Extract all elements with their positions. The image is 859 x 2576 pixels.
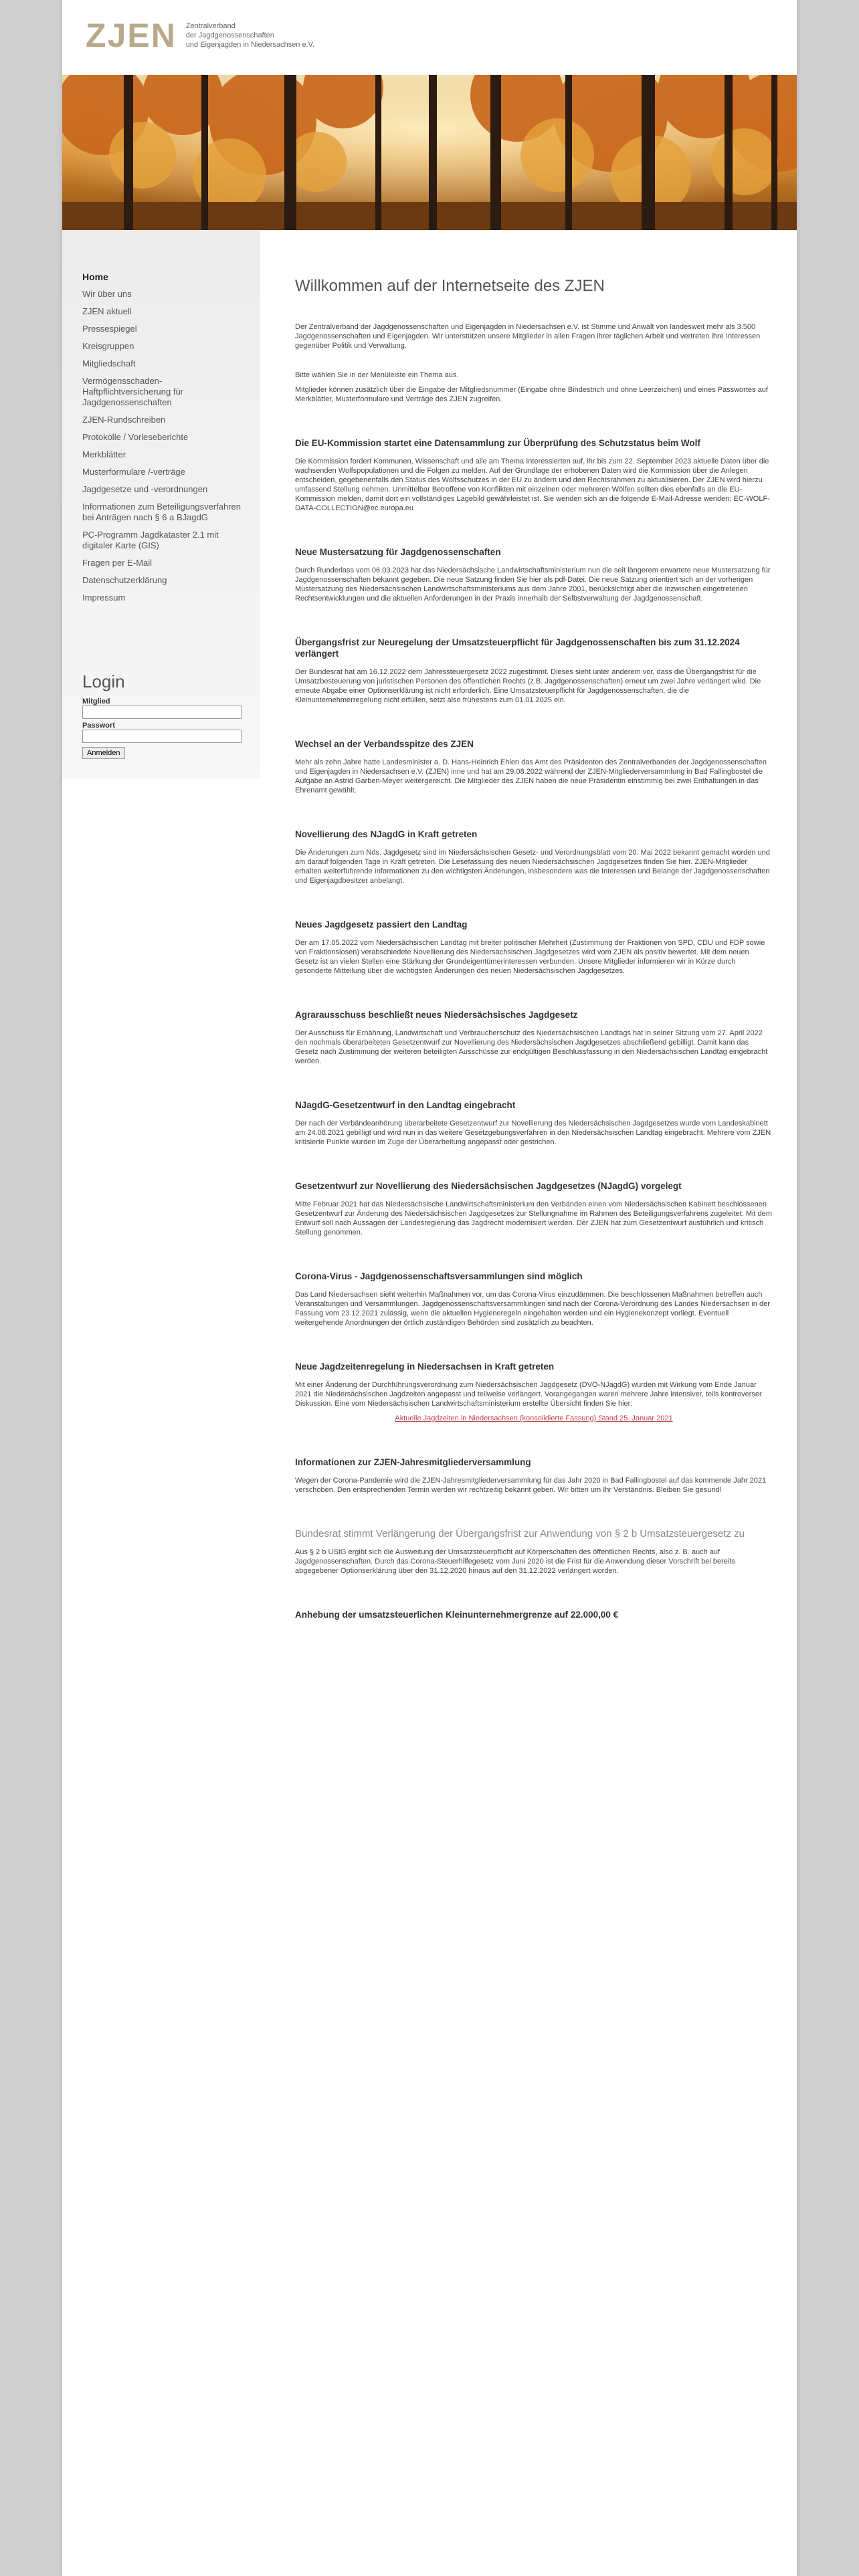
section-title: Bundesrat stimmt Verlängerung der Übergangsfrist zur Anwendung von § 2 b Umsatzsteuergesetz zu xyxy=(295,1528,745,1539)
section-title: Neue Mustersatzung für Jagdgenossenschaften xyxy=(295,547,501,557)
section-body: Mit einer Änderung der Durchführungsverordnung zum Niedersächsischen Jagdgesetz (DVO-NJagdG) wurden mit Wirkung vom Ende Januar 2021 die Niedersächsischen Jagdzeiten angepasst und teilweise verlängert. Vorangegangen waren mehrere Jahre intensiver, teils kontroverser Diskussion. Eine vom Niedersächsischen Landwirtschaftsministerium erstellte Übersicht finden Sie hier: xyxy=(295,1381,762,1408)
section-body: Der Bundesrat hat am 16.12.2022 dem Jahressteuergesetz 2022 zugestimmt. Dieses sieht unter anderem vor, dass die Übergangsfrist für die Umsatzbesteuerung von juristischen Personen des öffentlichen Rechts (z.B. Jagdgenossenschaften) erneut um zwei Jahre verlängert wird. Die erneute Abgabe einer Optionserklärung ist nicht erforderlich. Eine Umsatzsteuerpflicht für Jagdgenossenschaften, die die Kleinunternehmerregelung nicht erfüllen, setzt also frühestens zum 01.01.2025 ein. xyxy=(295,668,761,704)
hint-text-1: Bitte wählen Sie in der Menüleiste ein Thema aus. xyxy=(295,371,459,379)
section-title: Novellierung des NJagdG in Kraft getreten xyxy=(295,829,478,839)
nav-templates[interactable]: Musterformulare /-verträge xyxy=(82,467,185,477)
main-nav xyxy=(62,230,260,607)
member-label: Mitglied xyxy=(82,697,110,706)
page-title: Willkommen auf der Internetseite des ZJEN xyxy=(295,277,605,295)
section-body: Durch Runderlass vom 06.03.2023 hat das Niedersächsische Landwirtschaftsministerium nun die seit längerem erwartete neue Mustersatzung für Jagdgenossenschaften bekannt gegeben. Die neue Satzung finden Sie hier als pdf-Datei. Die neue Satzung orientiert sich an der vorherigen Mustersatzung des Niedersächsischen Landwirtschaftsministeriums aus dem Jahre 2001, berücksichtigt aber die inzwischen eingetretenen Rechtsentwicklungen und die aktuellen Anforderungen in der Praxis innerhalb der Selbstverwaltung der Jagdgenossenschaft. xyxy=(295,566,771,603)
main-content xyxy=(295,263,773,1628)
nav-leaflets[interactable]: Merkblätter xyxy=(82,449,126,459)
section-body: Mitte Februar 2021 hat das Niedersächsische Landwirtschaftsministerium den Verbänden einen vom Niedersächsischen Kabinett beschlossenen Gesetzentwurf zur Änderung des Niedersächsischen Jagdgesetzes zur Stellungnahme im Rahmen des Beteiligungsverfahrens zugeleitet. Mit dem Entwurf soll nach Aussagen der Landesregierung das Jagdrecht modernisiert werden. Der ZJEN hat zum Gesetzentwurf ausführlich und kritisch Stellung genommen. xyxy=(295,1200,772,1237)
section-body: Mehr als zehn Jahre hatte Landesminister a. D. Hans-Heinrich Ehlen das Amt des Präsidenten des Zentralverbandes der Jagdgenossenschaften und Eigenjagden in Niedersachsen e.V. (ZJEN) inne und hat am 29.08.2022 während der ZJEN-Mitgliederversammlung in Bad Fallingbostel die Aufgabe an Astrid Garben-Meyer weitergereicht. Die Mitglieder des ZJEN haben die neue Präsidentin einstimmig bei zwei Enthaltungen in das Ehrenamt gewählt. xyxy=(295,758,767,794)
member-input[interactable] xyxy=(82,706,242,719)
section-title: Gesetzentwurf zur Novellierung des Niedersächsischen Jagdgesetzes (NJagdG) vorgelegt xyxy=(295,1181,682,1191)
nav-email-questions[interactable]: Fragen per E-Mail xyxy=(82,558,153,568)
logo-mark: ZJEN xyxy=(86,17,177,54)
section-body: Der Ausschuss für Ernährung, Landwirtschaft und Verbraucherschutz des Niedersächsischen Landtags hat in seiner Sitzung vom 27. April 2022 den nochmals überarbeiteten Gesetzentwurf zur Novellierung des Niedersächsischen Jagdgesetzes abschließend gebilligt. Damit kann das Gesetz nach Zustimmung der weiteren beteiligten Ausschüsse zur endgültigen Beschlussfassung in den Niedersächsischen Landtag eingebracht werden. xyxy=(295,1029,768,1065)
org-line-2: der Jagdgenossenschaften xyxy=(185,31,274,39)
section-title: Corona-Virus - Jagdgenossenschaftsversammlungen sind möglich xyxy=(295,1271,583,1281)
hint-text-2: Mitglieder können zusätzlich über die Eingabe der Mitgliedsnummer (Eingabe ohne Bindestrich und ohne Leerzeichen) und eines Passwortes auf Merkblätter, Musterformulare und Verträge des ZJEN zugreifen. xyxy=(295,386,768,403)
section-body: Der nach der Verbändeanhörung überarbeitete Gesetzentwurf zur Novellierung des Niedersächsischen Jagdgesetzes wurde vom Landeskabinett am 24.08.2021 gebilligt und wird nun in das weitere Gesetzgebungsverfahren in den Niedersächsischen Landtag eingebracht. Mehrere vom ZJEN kritisierte Punkte wurden im Zuge der Überarbeitung angepasst oder gestrichen. xyxy=(295,1119,771,1146)
nav-imprint[interactable]: Impressum xyxy=(82,593,126,603)
section-title: Übergangsfrist zur Neuregelung der Umsatzsteuerpflicht für Jagdgenossenschaften bis zum 31.12.2024 verlängert xyxy=(295,637,740,659)
nav-news[interactable]: ZJEN aktuell xyxy=(82,306,132,316)
nav-membership[interactable]: Mitgliedschaft xyxy=(82,358,136,368)
org-line-3: und Eigenjagden in Niedersachsen e.V. xyxy=(185,41,315,49)
section-body: Aus § 2 b UStG ergibt sich die Ausweitung der Umsatzsteuerpflicht auf Körperschaften des öffentlichen Rechts, also z. B. auch auf Jagdgenossenschaften. Durch das Corona-Steuerhilfegesetz vom Juni 2020 ist die Frist für die Anwendung dieser Vorschrift bei bereits abgegebener Optionserklärung über den 31.12.2020 hinaus auf den 31.12.2022 verlängert worden. xyxy=(295,1548,735,1575)
nav-privacy[interactable]: Datenschutzerklärung xyxy=(82,575,167,585)
section-title: Neues Jagdgesetz passiert den Landtag xyxy=(295,920,468,930)
section-body: Die Kommission fordert Kommunen, Wissenschaft und alle am Thema Interessierten auf, ihr bis zum 22. September 2023 aktuelle Daten über die wachsenden Wolfspopulationen und die Folgen zu melden. Auf der Grundlage der erhobenen Daten wird die Kommission über die Anlegen entscheiden, gegebenenfalls den Status des Wolfsschutzes in der EU zu ändern und den Rechtsrahmen zu aktualisieren. Der ZJEN wird hierzu umfassend Stellung nehmen. Unmittelbar Betroffene von Konflikten mit einzelnen oder mehreren Wölfen sollten dies ebenfalls an die EU-Kommission melden, damit dort ein vollständiges Lagebild gewährleistet ist. Sie wenden sich an die folgende E-Mail-Adresse wenden: EC-WOLF-DATA-COLLECTION@ec.europa.eu xyxy=(295,457,770,512)
org-name xyxy=(186,21,314,49)
autumn-forest-image xyxy=(62,75,797,230)
login-title: Login xyxy=(82,671,125,691)
banner-image xyxy=(62,75,797,230)
section-title: Neue Jagdzeitenregelung in Niedersachsen in Kraft getreten xyxy=(295,1362,555,1372)
section-title: Anhebung der umsatzsteuerlichen Kleinunternehmergrenze auf 22.000,00 € xyxy=(295,1610,619,1620)
nav-home[interactable]: Home xyxy=(82,272,108,282)
logo[interactable] xyxy=(86,19,314,52)
nav-protocols[interactable]: Protokolle / Vorleseberichte xyxy=(82,432,189,442)
section-title: Die EU-Kommission startet eine Datensammlung zur Überprüfung des Schutzstatus beim Wolf xyxy=(295,438,700,448)
login-box xyxy=(82,671,243,759)
section-body: Der am 17.05.2022 vom Niedersächsischen Landtag mit breiter politischer Mehrheit (Zustimmung der Fraktionen von SPD, CDU und FDP sowie von Fraktionslosen) verabschiedete Novellierung des Niedersächsischen Jagdgesetzes wird vom ZJEN als positiv bewertet. Mit dem neuen Gesetz ist an vielen Stellen eine Stärkung der Grundeigentümerinteressen verbunden. Unsere Mitglieder informieren wir in Kürze durch gesonderte Mitteilung über die wichtigsten Änderungen des neuen Niedersächsischen Jagdgesetzes. xyxy=(295,939,765,975)
intro-text: Der Zentralverband der Jagdgenossenschaften und Eigenjagden in Niedersachsen e.V. ist Stimme und Anwalt von landesweit mehr als 3.500 Jagdgenossenschaften und Eigenjagden. Wir unterstützen unsere Mitglieder in allen Fragen ihrer täglichen Arbeit und vertreten ihre Interessen gegenüber Politik und Verwaltung. xyxy=(295,323,761,350)
nav-liability-insurance[interactable]: Vermögensschaden-Haftpflichtversicherung für Jagdgenossenschaften xyxy=(82,376,184,407)
section-title: Wechsel an der Verbandsspitze des ZJEN xyxy=(295,739,474,749)
section-title: NJagdG-Gesetzentwurf in den Landtag eingebracht xyxy=(295,1100,516,1110)
section-title: Agrarausschuss beschließt neues Niedersächsisches Jagdgesetz xyxy=(295,1010,578,1020)
section-body: Die Änderungen zum Nds. Jagdgesetz sind im Niedersächsischen Gesetz- und Verordnungsblatt vom 20. Mai 2022 bekannt gemacht worden und am darauf folgenden Tage in Kraft getreten. Die Lesefassung des neuen Niedersächsischen Jagdgesetzes finden Sie hier. ZJEN-Mitglieder erhalten weiterführende Informationen zu den wichtigsten Änderungen, insbesondere was die Interessen und Belange der Jagdgenossenschaften und Eigenjagdbesitzer anbelangt. xyxy=(295,849,770,885)
page xyxy=(62,0,797,2576)
hunting-seasons-link[interactable]: Aktuelle Jagdzeiten in Niedersachsen (konsolidierte Fassung) Stand 25. Januar 2021 xyxy=(395,1414,673,1422)
section-body: Das Land Niedersachsen sieht weiterhin Maßnahmen vor, um das Corona-Virus einzudämmen. Die beschlossenen Maßnahmen betreffen auch Veranstaltungen und Versammlungen. Jagdgenossenschaftsversammlungen sind nach der Corona-Verordnung des Landes Niedersachsen in der Fassung vom 23.12.2021 zulässig, wenn die aktuellen Hygieneregeln eingehalten werden und ein Hygienekonzept vorliegt. Eventuell weitergehende Anordnungen der örtlich zuständigen Behörden sind zusätzlich zu beachten. xyxy=(295,1291,770,1327)
nav-about[interactable]: Wir über uns xyxy=(82,289,132,299)
nav-pc-program[interactable]: PC-Programm Jagdkataster 2.1 mit digitaler Karte (GIS) xyxy=(82,530,219,550)
password-label: Passwort xyxy=(82,722,115,730)
org-line-1: Zentralverband xyxy=(185,22,235,30)
nav-district-groups[interactable]: Kreisgruppen xyxy=(82,341,134,351)
nav-hunting-laws[interactable]: Jagdgesetze und -verordnungen xyxy=(82,484,208,494)
nav-participation-info[interactable]: Informationen zum Beteiligungsverfahren bei Anträgen nach § 6 a BJagdG xyxy=(82,502,242,522)
nav-circulars[interactable]: ZJEN-Rundschreiben xyxy=(82,415,166,425)
nav-press[interactable]: Pressespiegel xyxy=(82,324,137,334)
section-body: Wegen der Corona-Pandemie wird die ZJEN-Jahresmitgliederversammlung für das Jahr 2020 in Bad Fallingbostel auf das kommende Jahr 2021 verschoben. Den entsprechenden Termin werden wir rechtzeitig bekannt geben. Wir bitten um Ihr Verständnis. Bleiben Sie gesund! xyxy=(295,1477,767,1494)
login-button[interactable]: Anmelden xyxy=(82,747,125,759)
sidebar xyxy=(62,230,260,778)
section-title: Informationen zur ZJEN-Jahresmitgliederversammlung xyxy=(295,1457,531,1467)
password-input[interactable] xyxy=(82,730,242,743)
